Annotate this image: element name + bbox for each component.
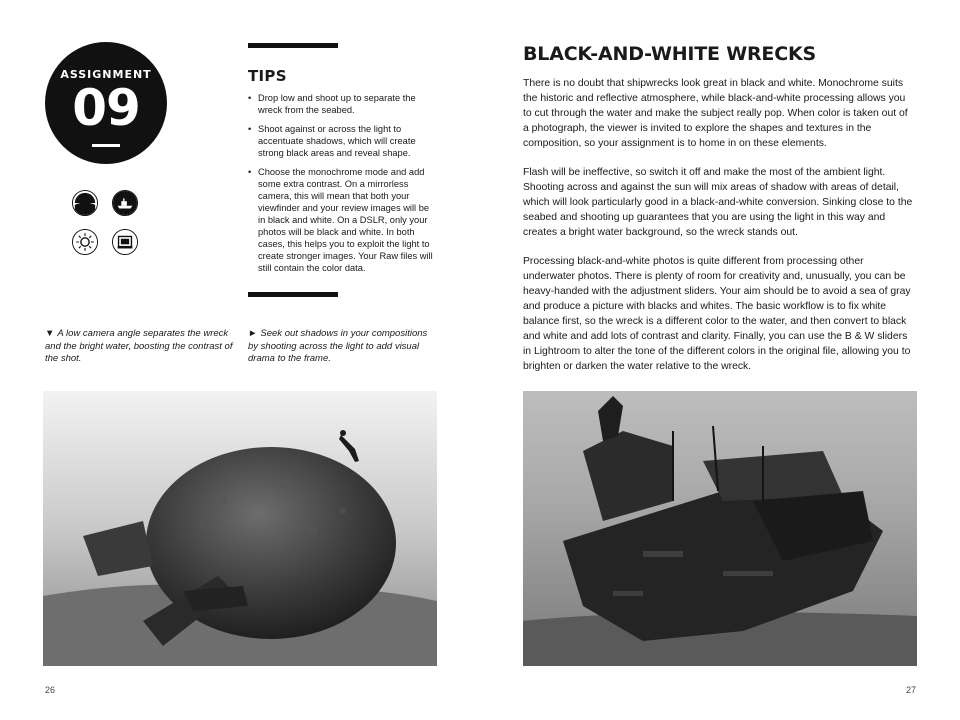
caption-right-photo [248, 328, 438, 366]
article-paragraph: There is no doubt that shipwrecks look great in black and white. Monochrome suits the historic and reflective atmosphere, while black-and-white processing allows you to cut through the water and make the subject really pop. When color is taken out of a photograph, the viewer is invited to explore the shapes and textures in the composition, so your assignment is to home in on these elements. [523, 78, 908, 149]
caption-text: Seek out shadows in your compositions by shooting across the light to add visual drama to the frame. [248, 328, 428, 364]
wreck-subject-icon [112, 190, 138, 216]
light-conditions-icon [72, 229, 98, 255]
caption-left-photo [45, 328, 235, 366]
caption-text: A low camera angle separates the wreck and the bright water, boosting the contrast of the shot. [45, 328, 233, 364]
tip-item: • Drop low and shoot up to separate the wreck from the seabed. [248, 92, 438, 116]
photo-wreck-dome [43, 391, 437, 666]
assignment-badge [45, 42, 167, 164]
camera-icon [112, 229, 138, 255]
assignment-label: ASSIGNMENT [60, 68, 152, 81]
tips-bottom-rule [248, 292, 338, 297]
article-paragraph: Processing black-and-white photos is quite different from processing other underwater photos. There is plenty of room for creativity and, unusually, you can be heavy-handed with the adjustment sliders. Your aim should be to avoid a sea of gray and produce a picture with blacks and whites. The basic workflow is to fix white balance first, so the wreck is a different color to the water, and then convert to black and white and add lots of contrast and clarity. Finally, you can use the B & W sliders in Lightroom to alter the tone of the different colors in the original file, allowing you to brighten or darken the water relative to the wreck. [523, 256, 911, 372]
caption-marker-right: ► [248, 328, 258, 339]
badge-dash [92, 144, 120, 147]
page-number-right: 27 [906, 685, 917, 695]
tips-title: TIPS [248, 67, 287, 85]
article-body [523, 76, 916, 388]
assignment-number: 09 [72, 79, 140, 137]
tip-item: • Shoot against or across the light to accentuate shadows, which will create strong black areas and reveal shape. [248, 123, 438, 159]
article-title: BLACK-AND-WHITE WRECKS [523, 43, 816, 65]
depth-level-icon [72, 190, 98, 216]
caption-marker-down: ▼ [45, 328, 55, 339]
tip-item: • Choose the monochrome mode and add some extra contrast. On a mirrorless camera, this will mean that both your viewfinder and your review images will be in black and white. On a DSLR, only your photos will be black and white. In both cases, this helps you to exploit the light to create stronger images. Your Raw files will still contain the color data. [248, 166, 438, 274]
photo-shipwreck [523, 391, 917, 666]
tips-top-rule [248, 43, 338, 48]
tips-list [248, 92, 438, 281]
page-number-left: 26 [45, 685, 56, 695]
article-paragraph: Flash will be ineffective, so switch it off and make the most of the ambient light. Shooting across and against the sun will mix areas of shadow with areas of detail, which will look particularly good in a black-and-white conversion. Sinking close to the seabed and shooting up guarantees that you are using the light in this way and creates a bright water background, so the wreck stands out. [523, 167, 913, 238]
